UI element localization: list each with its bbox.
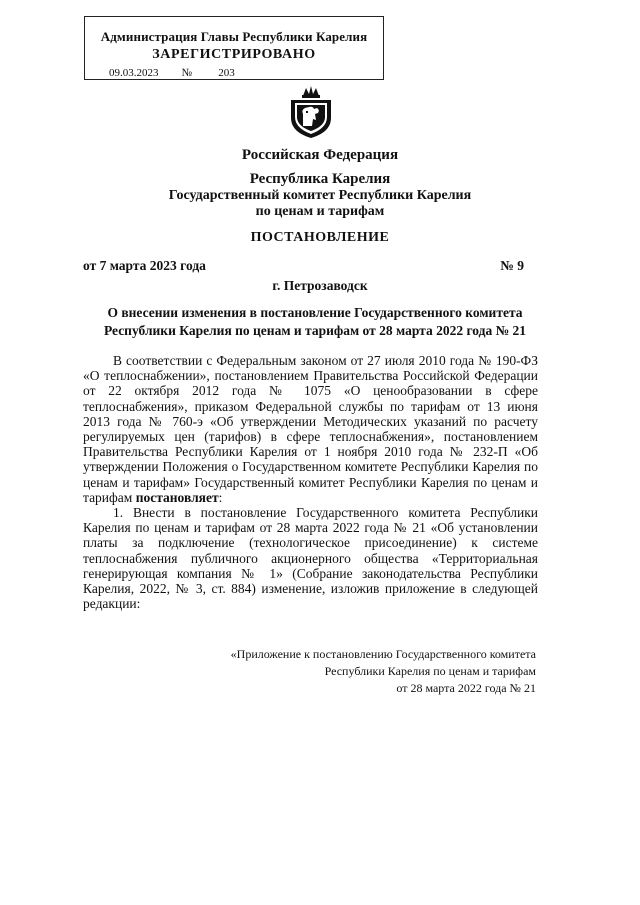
body-paragraph-preamble <box>83 353 538 505</box>
stamp-registration-line <box>109 67 257 80</box>
stamp-number-label: № <box>181 67 192 79</box>
resolution-number: № 9 <box>500 258 524 273</box>
stamp-number: 203 <box>197 67 257 80</box>
country-title: Российская Федерация <box>241 147 399 163</box>
appendix-line3: от 28 марта 2022 года № 21 <box>396 681 536 695</box>
stamp-date: 09.03.2023 <box>109 67 177 80</box>
resolution-date: от 7 марта 2023 года <box>83 258 206 273</box>
resolution-city: г. Петрозаводск <box>272 278 368 293</box>
resolution-body <box>83 353 538 611</box>
preamble-colon: : <box>218 489 223 505</box>
republic-title: Республика Карелия <box>249 171 391 187</box>
document-type: ПОСТАНОВЛЕНИЕ <box>250 230 390 245</box>
committee-title-line2: по ценам и тарифам <box>255 204 385 219</box>
preamble-resolves: постановляет <box>135 489 219 505</box>
subject-line2: Республики Карелия по ценам и тарифам от 28 марта 2022 года № 21 <box>103 323 527 338</box>
subject-line1: О внесении изменения в постановление Государственного комитета <box>107 305 523 320</box>
stamp-registered: ЗАРЕГИСТРИРОВАНО <box>152 47 316 62</box>
coat-of-arms-karelia-icon <box>287 84 335 140</box>
registration-stamp <box>84 16 384 80</box>
committee-title-line1: Государственный комитет Республики Карелия <box>168 188 472 203</box>
body-paragraph-item-1: 1. Внести в постановление Государственного комитета Республики Карелия по ценам и тарифам от 28 марта 2022 года № 21 «Об установлении платы за подключение (технологическое присоединение) к системе теплоснабжения публичного акционерного общества «Территориальная генерирующая компания № 1» (Собрание законодательства Республики Карелия, 2022, № 3, ст. 884) изменение, изложив приложение в следующей редакции: <box>83 505 538 612</box>
appendix-line2: Республики Карелия по ценам и тарифам <box>324 664 536 678</box>
appendix-line1: «Приложение к постановлению Государственного комитета <box>230 647 536 661</box>
resolution-subject <box>92 304 538 340</box>
preamble-text: В соответствии с Федеральным законом от 27 июля 2010 года № 190-ФЗ «О теплоснабжении», постановлением Правительства Российской Федерации от 22 октября 2012 года № 1075 «О ценообразовании в сфере теплоснабжения», приказом Федеральной службы по тарифам от 13 июня 2013 года № 760-э «Об утверждении Методических указаний по расчету регулируемых цен (тарифов) в сфере теплоснабжения», постановлением Правительства Республики Карелия от 1 ноября 2010 года № 232-П «Об утверждении Положения о Государственном комитете Республики Карелия по ценам и тарифам» Государственный комитет Республики Карелия по ценам и тарифам <box>83 353 538 505</box>
appendix-heading <box>231 646 536 697</box>
stamp-authority: Администрация Главы Республики Карелия <box>100 29 368 44</box>
